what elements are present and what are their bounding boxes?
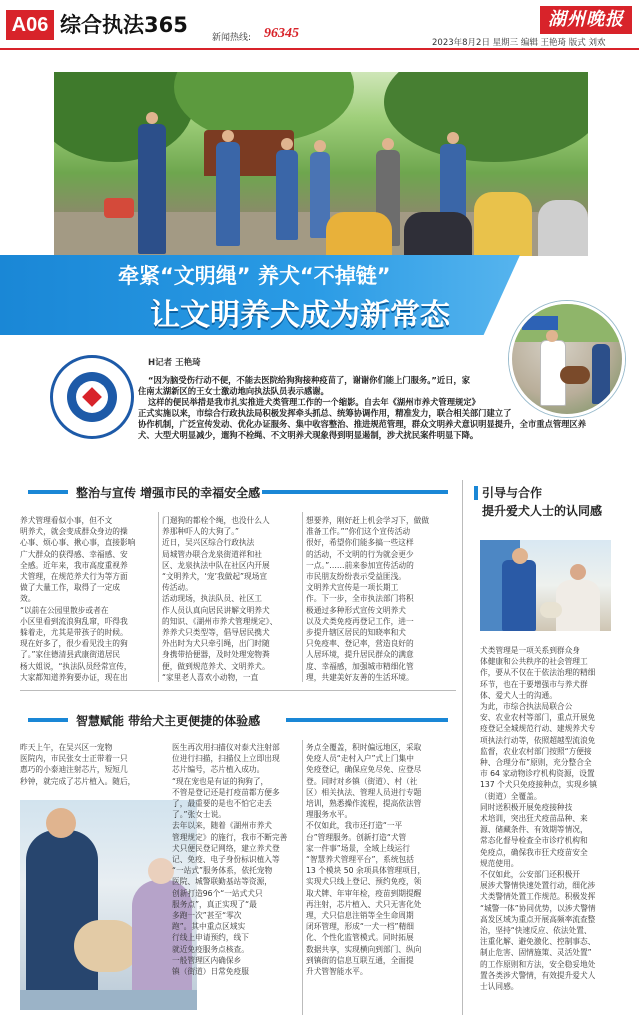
body-line: 的工作原则和方法，安全稳妥地处 <box>480 959 596 969</box>
section-1-title: 整治与宣传 增强市民的幸福安全感 <box>76 486 261 500</box>
body-line: “现在宠也是有证的狗狗了， <box>172 776 269 786</box>
photo-head <box>46 808 76 838</box>
body-line: 的知识、《湖州市养犬管理规定》、 <box>162 616 278 626</box>
section-2-column <box>480 645 611 992</box>
body-line: 犬类警情处置工作规范。积极发挥 <box>480 892 596 902</box>
body-line: 很好，希望你们能多搞一些这样 <box>306 538 414 548</box>
section-title: 综合执法365 <box>60 13 188 37</box>
header-rule <box>0 48 639 50</box>
section-1-bar-right <box>262 490 448 494</box>
body-line: 一点。”……前来参加宣传活动的 <box>306 560 414 570</box>
photo-head <box>148 858 174 884</box>
body-line: 实现犬只线上登记、预约免疫，领 <box>306 877 422 887</box>
photo-head <box>512 548 528 564</box>
section-3-bar <box>28 718 68 722</box>
photo-head <box>447 132 459 144</box>
body-line: 台”管理服务。创新打造“犬管 <box>306 832 407 842</box>
hero-photo <box>54 72 588 256</box>
column-rule <box>302 740 303 1015</box>
body-line: 体、爱犬人士的沟通。 <box>480 690 557 700</box>
lead-line: 协作机制，广泛宣传发动、优化办证服务、集中收容整治、推进规范管理，群众文明养犬意识明显提升，全市重点管理区养 <box>138 419 587 429</box>
body-line: 医生再次用扫描仪对泰犬注射部 <box>172 743 280 752</box>
body-line: 监督，农业农村部门按照“方便接 <box>480 746 592 756</box>
body-line: 医院、城警联勤基站等资源， <box>172 877 272 887</box>
body-line: 躲着走，尤其是带孩子的时候。 <box>20 628 128 638</box>
body-line: 养那种吓人的大狗了。” <box>162 527 240 537</box>
body-line: 了，最重要的是也不怕它走丢 <box>172 799 272 809</box>
body-line: 登。同时对乡镇（街道）、村（社 <box>306 776 418 786</box>
body-line: 服务点”，真正实现了“最 <box>172 899 257 909</box>
body-line: 免疫人员“走村入户”式上门集中 <box>306 754 414 764</box>
body-line: 全感。近年来，我市高度重视养 <box>20 560 128 570</box>
column-rule <box>158 512 159 682</box>
body-line: 准备工作。””你们这个宣传活动 <box>306 527 411 537</box>
body-line: 步提升辖区居民的知晓率和犬 <box>306 628 406 638</box>
photo-head <box>314 140 326 152</box>
body-line: 养养犬只类型等，倡导居民携犬 <box>162 628 270 638</box>
body-line: 体健康和公共秩序的社会管理工 <box>480 657 588 667</box>
inset-tent <box>522 316 558 330</box>
body-line: 的活动，不文明的行为就会更少 <box>306 549 414 559</box>
body-line: 区、龙泉执法中队在社区内开展 <box>162 560 270 570</box>
body-line: 以及犬类免疫再登记工作，进一 <box>306 616 414 626</box>
body-line: 便，做到规范养犬、文明养犬。 <box>162 661 270 671</box>
body-line: “文明养犬，‘宠’我做起”现场宣 <box>162 572 268 582</box>
body-line: 制止危害、固情施策、灵活处置” <box>480 948 592 958</box>
section-1-bar <box>28 490 68 494</box>
body-line: 效。 <box>20 594 36 604</box>
body-line: 项执法行动等，依照超越型流浪免 <box>480 735 596 745</box>
body-line: 近日，吴兴区综合行政执法 <box>162 538 255 548</box>
body-line: 同时送积极开展免疫接种技 <box>480 802 573 812</box>
body-line: “家里老人喜欢小动物，一直 <box>162 672 259 682</box>
body-line: 行线上申请预约，线下 <box>172 933 249 943</box>
body-line: 种、合理分布”原则，充分整合全 <box>480 758 592 768</box>
masthead-logo: 湖州晚报 <box>540 6 632 34</box>
body-line: 人居环境，提升居民群众的满意 <box>306 650 414 660</box>
body-line: 培训，熟悉操作流程，提高依法管 <box>306 799 422 809</box>
body-line: 疫登记全城规范行动、建规养犬专 <box>480 724 596 734</box>
section-3-column-1 <box>20 742 154 787</box>
body-line: 活动现场，执法队员、社区工 <box>162 594 262 604</box>
body-line: 多跑一次”甚至“零次 <box>172 911 242 921</box>
body-line: 管理规定》的施行，我市不断完善 <box>172 832 288 842</box>
body-line: 创新打造96个“一站式犬只 <box>172 888 263 898</box>
section-1-column-3 <box>306 515 440 683</box>
body-line: 了。”张女士说。 <box>172 810 226 820</box>
byline: H记者 王艳琦 <box>148 358 201 368</box>
body-line: 免疫登记，确保应免尽免、应登尽 <box>306 765 422 775</box>
body-line: 环节，也在于要增强市与养犬群 <box>480 679 588 689</box>
body-line: 广大群众的获得感、幸福感、安 <box>20 549 128 559</box>
body-line: 理服务水平。 <box>306 810 353 820</box>
body-line: 局城管办联合龙泉街道祥和社 <box>162 549 262 559</box>
body-line: 再注射，芯片植入、犬只无害化处 <box>306 899 422 909</box>
section-3-bar-right <box>286 718 448 722</box>
photo-tree <box>384 72 588 162</box>
dateline: 2023年8月2日 星期三 编辑 王艳琦 版式 刘欢 <box>432 38 606 48</box>
photo-seated-resident <box>538 200 588 256</box>
lead-line: 住南太湖新区的王女士激动地向执法队员表示感谢。 <box>138 386 329 396</box>
inset-head <box>546 330 558 342</box>
section-3-column-2 <box>172 742 296 977</box>
body-line: “以前在公园里散步或者在 <box>20 605 109 615</box>
body-line: 文明养犬宣传是一项长期工 <box>306 583 399 593</box>
body-line: 作。下一步，全市执法部门将积 <box>306 594 414 604</box>
photo-head <box>281 138 293 150</box>
body-line: 犬类管理是一项关系到群众身 <box>480 646 580 655</box>
body-line: “城警一体”协同优势，以涉犬警情 <box>480 903 596 913</box>
photo-head <box>222 130 234 142</box>
photo-vet <box>26 830 98 1010</box>
body-line: 医院内，市民张女士正带着一只 <box>20 754 128 764</box>
body-line: 务点全覆盖，积时偏远地区，采取 <box>306 743 422 752</box>
body-line: 家一件事”场景，全域上线运行 <box>306 843 410 853</box>
body-line: 137 个犬只免疫接种点，实现乡镇 <box>480 780 598 790</box>
photo-head <box>382 138 394 150</box>
body-line: 杨大姐说，“执法队员经常宣传， <box>20 661 132 671</box>
body-line: 市民朋友纷纷表示受益匪浅。 <box>306 572 406 582</box>
body-line: 理，犬只信息注销等全生命周期 <box>306 911 414 921</box>
body-line: 不管是登记还是打疫苗都方便多 <box>172 787 280 797</box>
photo-seated-resident <box>474 192 532 256</box>
body-line: 常态化督导检查全市诊疗机构和 <box>480 836 588 846</box>
body-line: 大家都知道养狗要办证，现在出 <box>20 672 128 682</box>
body-line: 安、农业农村等部门，重点开展免 <box>480 713 596 723</box>
body-line: 就近免疫服务点核查。 <box>172 944 249 954</box>
photo-seated-resident <box>404 212 472 256</box>
body-line: 数据共享，实现横向到部门、纵向 <box>306 944 422 954</box>
emblem-star-icon <box>82 387 102 407</box>
body-line: 高发区域为重点开展高频率流查整 <box>480 914 596 924</box>
body-line: 镇（街道）日常免疫服 <box>172 967 249 977</box>
body-line: 不仅如此，公安部门还积极开 <box>480 870 580 880</box>
photo-table <box>20 990 197 1010</box>
body-line: 士认同感。 <box>480 982 519 992</box>
photo-resident <box>556 580 600 631</box>
body-line: 惠巧的小泰迪注射芯片，短短几 <box>20 765 128 775</box>
section-3-photo <box>20 800 197 1010</box>
headline-kicker: 牵紧“文明绳” 养犬“不掉链” <box>118 264 391 288</box>
body-line: 做了大量工作，取得了一定成 <box>20 583 120 593</box>
body-line: 区）相关执法、管理人员进行专题 <box>306 787 422 797</box>
section-2-title: 引导与合作 <box>482 486 543 500</box>
section-2-subtitle: 提升爱犬人士的认同感 <box>482 504 603 518</box>
body-line: 不仅如此，我市还打造“一平 <box>306 821 403 831</box>
body-line: 去年以来，随着《湖州市养犬 <box>172 821 272 831</box>
body-line: 化、个性化监管模式。同时拓展 <box>306 933 414 943</box>
body-line: （街道）全覆盖。 <box>480 791 542 801</box>
body-line: 作人员认真向居民讲解文明养犬 <box>162 605 270 615</box>
body-line: 犬管理，在规范养犬行为等方面 <box>20 572 128 582</box>
section-1-column-1 <box>20 515 154 683</box>
lead-line: 犬、大型犬明显减少，遛狗不栓绳、不文明养犬现象得到明显遏制，涉犬扰民案件明显下降。 <box>138 430 479 440</box>
body-line: 了。”家住德清县武康街道居民 <box>20 650 121 660</box>
body-line: 13 个模块 50 余项具体管理项目， <box>306 866 426 876</box>
hotline-label: 新闻热线: <box>212 33 252 43</box>
body-line: 市 64 家动物诊疗机构资源，设置 <box>480 769 595 779</box>
body-line: 度、幸福感，加强城市精细化管 <box>306 661 414 671</box>
section-divider <box>20 690 456 691</box>
body-line: 秒钟，就完成了芯片植入。随后， <box>20 776 136 786</box>
body-line: 免疫点，确保我市狂犬疫苗安全 <box>480 847 588 857</box>
body-line: 取犬牌、年审年检，疫苗到期提醒 <box>306 888 422 898</box>
body-line: 跑”。其中重点区域实 <box>172 922 246 932</box>
body-line: 外出时为犬只牵引绳，出门时随 <box>162 639 270 649</box>
body-line: 昨天上午，在吴兴区一宠物 <box>20 743 113 752</box>
body-line: 术培训，突出狂犬疫苗品种、来 <box>480 814 588 824</box>
body-line: 门遛狗的都栓个绳，也没什么人 <box>162 516 270 525</box>
photo-officer <box>502 560 536 631</box>
photo-head <box>570 564 586 580</box>
hotline-number: 96345 <box>264 26 299 41</box>
body-line: 记、免疫、电子身份标识植入等 <box>172 855 280 865</box>
photo-dog <box>540 602 562 618</box>
body-line: 理，共建美好友善的生活环境。 <box>306 672 414 682</box>
photo-seated-resident <box>326 212 392 256</box>
body-line: 规范使用。 <box>480 858 519 868</box>
photo-officer <box>276 150 298 240</box>
body-line: 身携带拾便器，及时处理宠物粪 <box>162 650 270 660</box>
body-line: 明养犬，就会变成群众身边的操 <box>20 527 128 537</box>
body-line: 一般管理区内确保乡 <box>172 955 242 965</box>
body-line: “智慧养犬管理平台”，系统包括 <box>306 855 414 865</box>
emblem-core <box>76 381 108 413</box>
body-line: 位进行扫描，扫描仪上立即出现 <box>172 754 280 764</box>
body-line: 源、储藏条件、有效期等情况， <box>480 825 588 835</box>
body-line: 为此，市综合执法局联合公 <box>480 702 573 712</box>
body-line: 置各类涉犬警情，有效提升爱犬人 <box>480 970 596 980</box>
column-rule <box>302 512 303 682</box>
body-line: 只免疫率、登记率，营造良好的 <box>306 639 414 649</box>
headline: 让文明养犬成为新常态 <box>150 298 450 333</box>
photo-head <box>146 112 158 124</box>
body-line: 养犬管理看似小事，但不文 <box>20 516 113 525</box>
section-2-photo <box>480 540 611 631</box>
emblem-ring <box>67 372 117 422</box>
body-line: 传活动。 <box>162 583 193 593</box>
photo-poodle <box>74 920 140 972</box>
photo-bag <box>104 198 134 218</box>
body-line: 小区里看到流浪狗乱窜，吓得我 <box>20 616 128 626</box>
lead-line: 正式实施以来，市综合行政执法局积极发挥牵头抓总、统筹协调作用，精准发力，联合相关部门建立了 <box>138 408 512 418</box>
body-line: 升犬管智能水平。 <box>306 967 368 977</box>
body-line: 展涉犬警情快速处置行动，细化涉 <box>480 881 596 891</box>
body-line: 闭环管理，形成“一犬一档”精细 <box>306 922 414 932</box>
body-line: 作，要从不仅在于依法治理的精细 <box>480 668 596 678</box>
section-1-column-2 <box>162 515 297 683</box>
body-line: “一站式”服务体系，依托宠物 <box>172 866 273 876</box>
body-line: 犬只便民登记网络，建立养犬登 <box>172 843 280 853</box>
lead-line: 这样的便民举措是我市扎实推进犬类管理工作的一个缩影。自去年《湖州市养犬管理规定》 <box>148 397 480 407</box>
lead-line: “因为脑受伤行动不便，不能去医院给狗狗接种疫苗了，谢谢你们能上门服务。”近日，家 <box>148 375 471 385</box>
column-rule <box>462 480 463 1015</box>
photo-officer <box>138 124 166 254</box>
section-3-column-3 <box>306 742 440 977</box>
body-line: 芯片编号，芯片植入成功。 <box>172 765 265 775</box>
photo-officer <box>216 142 240 246</box>
section-3-title: 智慧赋能 带给犬主更便捷的体验感 <box>76 714 261 728</box>
body-line: 极通过多种形式宣传文明养犬 <box>306 605 406 615</box>
body-line: 治，坚持“快速反应、依法处置、 <box>480 926 592 936</box>
body-line: 到镇街的信息互联互通，全面提 <box>306 955 414 965</box>
body-line: 想要养，刚好赶上机会学习下，做做 <box>306 516 430 525</box>
body-line: 现在好多了，很少看见没主的狗 <box>20 639 128 649</box>
page-number: A06 <box>6 10 54 40</box>
section-2-bar <box>474 486 478 500</box>
photo-tree <box>54 72 194 162</box>
body-line: 注重化解、避免激化、控制事态、 <box>480 937 596 947</box>
enforcement-emblem <box>50 355 134 439</box>
body-line: 心事、烦心事、揪心事，直接影响 <box>20 538 136 548</box>
